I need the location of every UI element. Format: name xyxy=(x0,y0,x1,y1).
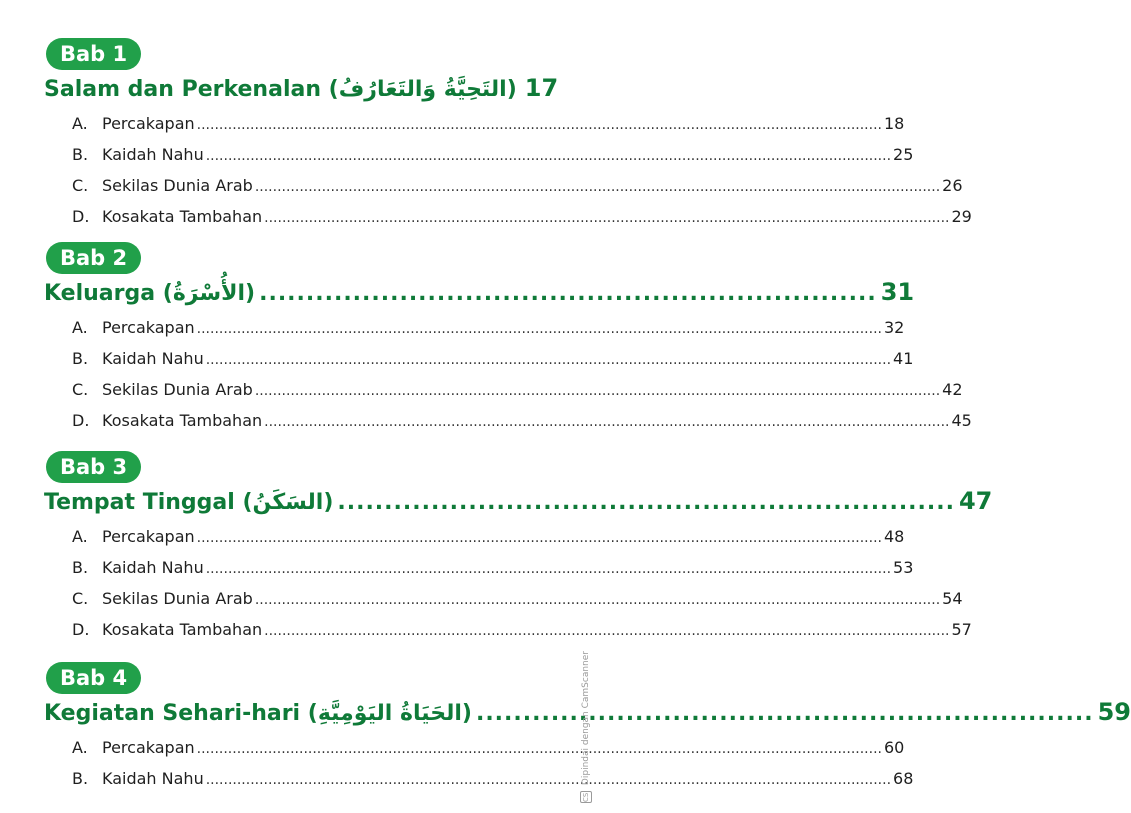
entry-letter: A. xyxy=(72,318,88,337)
entry-page-number: 68 xyxy=(893,769,914,788)
chapter-title-row[interactable] xyxy=(44,487,993,515)
toc-entry[interactable] xyxy=(44,552,914,583)
entry-page-number: 45 xyxy=(951,411,972,430)
dot-leader: .......................................................................................................................................................... xyxy=(205,772,892,788)
entry-label: Kaidah Nahu xyxy=(102,558,204,577)
entry-label: Kaidah Nahu xyxy=(102,145,204,164)
entry-letter: B. xyxy=(72,145,89,164)
entry-page-number: 57 xyxy=(951,620,972,639)
chapter-arabic-title: (الأُسْرَةُ) xyxy=(162,281,256,306)
entry-label: Percakapan xyxy=(102,318,195,337)
entry-label: Kosakata Tambahan xyxy=(102,411,263,430)
toc-entry[interactable] xyxy=(44,139,914,170)
entry-letter: B. xyxy=(72,349,89,368)
entry-letter: C. xyxy=(72,380,89,399)
watermark-text: Dipindai dengan CamScanner xyxy=(581,651,591,786)
chapter-title-row[interactable] xyxy=(44,74,559,102)
toc-entry[interactable] xyxy=(44,343,914,374)
dot-leader: .......................................................................................................................................................... xyxy=(264,414,950,430)
chapter-page-number: 17 xyxy=(524,74,559,102)
entry-label: Sekilas Dunia Arab xyxy=(102,380,253,399)
entry-letter: B. xyxy=(72,769,89,788)
entry-page-number: 60 xyxy=(883,738,905,757)
chapter-badge: Bab 2 xyxy=(46,242,141,274)
entry-label: Percakapan xyxy=(102,527,195,546)
dot-leader: .......................................................................................................................................................... xyxy=(254,592,941,608)
dot-leader: .......................................................................................................................................................... xyxy=(205,352,892,368)
chapter-1 xyxy=(44,38,972,232)
toc-entry[interactable] xyxy=(44,312,905,343)
chapter-badge: Bab 1 xyxy=(46,38,141,70)
entry-label: Sekilas Dunia Arab xyxy=(102,589,253,608)
toc-entry[interactable] xyxy=(44,170,963,201)
chapter-arabic-title: (التَحِيَّةُ وَالتَعَارُفُ) xyxy=(328,77,517,102)
chapter-sections xyxy=(44,732,914,794)
chapter-page-number: 59 xyxy=(1097,698,1131,726)
entry-page-number: 26 xyxy=(942,176,963,195)
toc-entry[interactable] xyxy=(44,521,905,552)
entry-label: Kaidah Nahu xyxy=(102,349,204,368)
dot-leader: .......................................................................................................................................................... xyxy=(264,623,950,639)
entry-letter: C. xyxy=(72,176,89,195)
camscanner-icon: CS xyxy=(582,792,590,802)
entry-letter: A. xyxy=(72,114,88,133)
entry-page-number: 18 xyxy=(883,114,905,133)
chapter-2 xyxy=(44,242,972,436)
dot-leader: .................................................................. xyxy=(475,701,1094,726)
entry-letter: C. xyxy=(72,589,89,608)
chapter-badge: Bab 3 xyxy=(46,451,141,483)
entry-letter: A. xyxy=(72,527,88,546)
dot-leader: .......................................................................................................................................................... xyxy=(254,383,941,399)
toc-entry[interactable] xyxy=(44,405,972,436)
scanner-watermark xyxy=(580,651,592,803)
chapter-title-row[interactable] xyxy=(44,698,1131,726)
toc-entry[interactable] xyxy=(44,614,972,645)
entry-letter: D. xyxy=(72,207,90,226)
chapter-3 xyxy=(44,451,993,645)
chapter-page-number: 47 xyxy=(958,487,993,515)
dot-leader: .......................................................................................................................................................... xyxy=(196,321,882,337)
entry-label: Percakapan xyxy=(102,114,195,133)
toc-entry[interactable] xyxy=(44,108,905,139)
entry-page-number: 53 xyxy=(893,558,914,577)
entry-letter: A. xyxy=(72,738,88,757)
dot-leader: .................................................................. xyxy=(259,281,877,306)
chapter-title: Salam dan Perkenalan (التَحِيَّةُ وَالتَعَارُفُ) xyxy=(44,77,517,102)
entry-page-number: 54 xyxy=(942,589,963,608)
chapter-title-row[interactable] xyxy=(44,278,915,306)
chapter-sections xyxy=(44,108,972,232)
entry-page-number: 32 xyxy=(883,318,905,337)
dot-leader: .......................................................................................................................................................... xyxy=(254,179,941,195)
entry-page-number: 48 xyxy=(883,527,905,546)
entry-label: Kaidah Nahu xyxy=(102,769,204,788)
dot-leader: .......................................................................................................................................................... xyxy=(205,561,892,577)
dot-leader: .......................................................................................................................................................... xyxy=(196,530,882,546)
entry-label: Kosakata Tambahan xyxy=(102,620,263,639)
dot-leader: .................................................................. xyxy=(337,490,955,515)
dot-leader: .......................................................................................................................................................... xyxy=(196,741,882,757)
dot-leader: .......................................................................................................................................................... xyxy=(264,210,950,226)
toc-entry[interactable] xyxy=(44,201,972,232)
chapter-page-number: 31 xyxy=(880,278,915,306)
chapter-arabic-title: (الحَيَاةُ اليَوْمِيَّةِ) xyxy=(307,701,472,726)
chapter-sections xyxy=(44,312,972,436)
chapter-badge: Bab 4 xyxy=(46,662,141,694)
entry-letter: D. xyxy=(72,411,90,430)
dot-leader: .......................................................................................................................................................... xyxy=(196,117,882,133)
entry-label: Kosakata Tambahan xyxy=(102,207,263,226)
chapter-sections xyxy=(44,521,972,645)
toc-entry[interactable] xyxy=(44,763,914,794)
entry-page-number: 25 xyxy=(893,145,914,164)
dot-leader: .......................................................................................................................................................... xyxy=(205,148,892,164)
entry-label: Sekilas Dunia Arab xyxy=(102,176,253,195)
chapter-title: Tempat Tinggal (السَكَنُ) xyxy=(44,490,334,515)
chapter-title: Keluarga (الأُسْرَةُ) xyxy=(44,281,256,306)
chapter-arabic-title: (السَكَنُ) xyxy=(242,490,334,515)
toc-entry[interactable] xyxy=(44,374,963,405)
entry-page-number: 42 xyxy=(942,380,963,399)
entry-letter: B. xyxy=(72,558,89,577)
entry-page-number: 41 xyxy=(893,349,914,368)
entry-page-number: 29 xyxy=(951,207,972,226)
entry-label: Percakapan xyxy=(102,738,195,757)
toc-entry[interactable] xyxy=(44,732,905,763)
entry-letter: D. xyxy=(72,620,90,639)
chapter-title: Kegiatan Sehari-hari (الحَيَاةُ اليَوْمِيَّةِ) xyxy=(44,701,472,726)
toc-entry[interactable] xyxy=(44,583,963,614)
